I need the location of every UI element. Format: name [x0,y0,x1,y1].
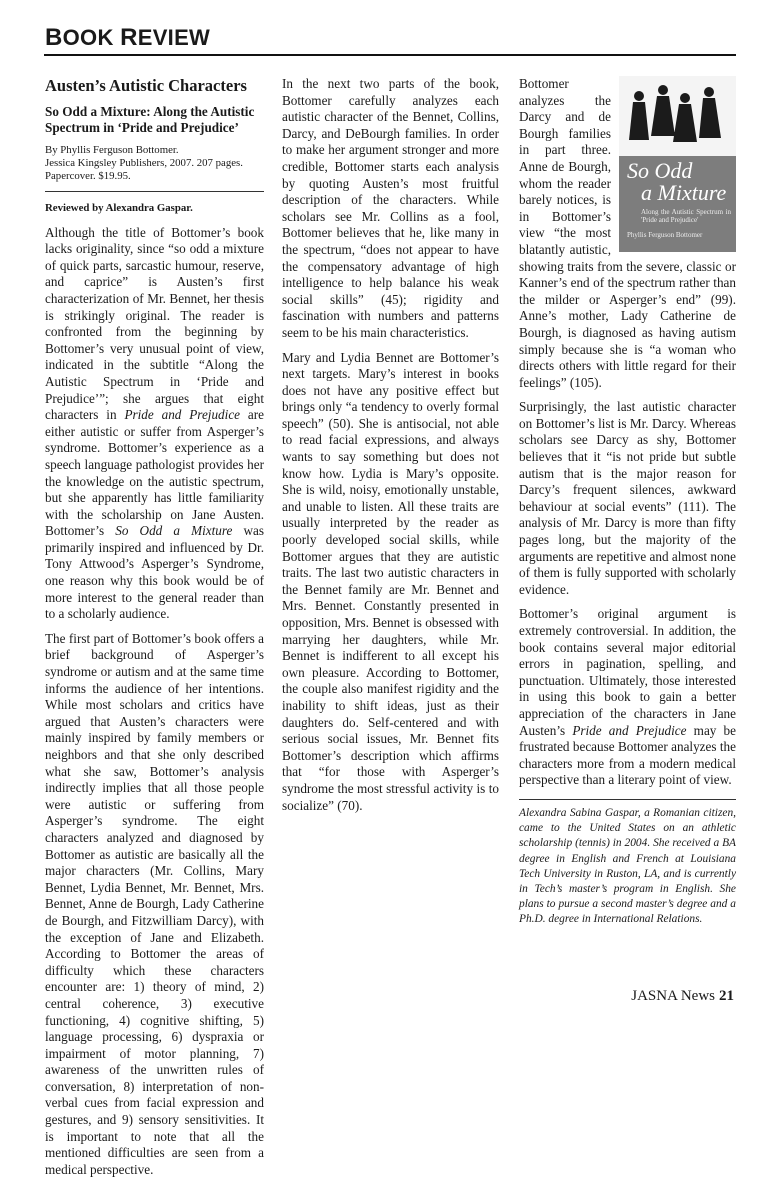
cover-illustration [619,76,736,156]
section-title [45,24,210,52]
p1b-text: are either autistic or suffer from Asperger’s syndrome. Bottomer’s experience as a speech language pathologist provides her the knowledge on the autistic spectrum, but she apparently has little familiarity with the scholarship on Jane Austen. Bottomer’s [45,407,264,539]
paragraph-1 [45,225,264,623]
meta-divider [45,191,264,192]
header-rule [44,54,736,56]
format-line: Papercover. $19.95. [45,170,131,182]
paragraph-6: Surprisingly, the last autistic character on Bottomer’s list is Mr. Darcy. Whereas scholars see Darcy as shy, Bottomer believes that it “is not pride but subtle autism that is the major reason for Darcy’s frequent silences, awkward behaviour at social events” (111). The analysis of Mr. Darcy is more than fifty pages long, but the majority of the arguments are repetitive and almost none of them is fully supported with scholarly evidence. [519,399,736,597]
cover-title-2: a Mixture [641,180,727,205]
column-2 [282,76,499,822]
paragraph-7 [519,606,736,789]
book-meta [45,144,264,183]
page-footer [631,988,734,1005]
section-title-rest2: EVIEW [137,25,211,50]
silhouette-figures-icon [619,76,736,156]
author-bio: Alexandra Sabina Gaspar, a Romanian citizen, came to the United States on an athletic scholarship (tennis) in 2004. She received a BA degree in English and French at Louisiana Tech University in Ruston, LA, and is currently in Tech’s master’s program in English. She plans to pursue a second master’s degree and a Ph.D. degree in International Relations. [519,806,736,926]
paragraph-3: In the next two parts of the book, Bottomer carefully analyzes each autistic character of the Bennet, Collins, Darcy, and DeBourgh families. In order to make her argument stronger and more credible, Bottomer starts each analysis by quoting Austen’s most fruitful description of the characters. While scholars see Mr. Collins as a fool, Bottomer believes that he, like many in the spectrum, “does not appear to have the compensatory advantage of high intelligence to help balance his weak social skills” (45); rigidity and fascination with numbers and patterns seem to be his main characteristics. [282,76,499,340]
bio-divider [519,799,736,800]
p1-italic-book: So Odd a Mixture [115,523,233,539]
page-number: 21 [719,988,734,1004]
publication-name: JASNA News [631,988,715,1004]
column-3 [519,76,736,928]
cover-author: Phyllis Ferguson Bottomer [627,231,703,239]
book-title: So Odd a Mixture: Along the Autistic Spectrum in ‘Pride and Prejudice’ [45,104,255,135]
section-title-rest1: OOK [62,25,121,50]
cover-title-1: So Odd [627,158,693,183]
section-title-cap1: B [45,24,63,51]
publisher-line: Jessica Kingsley Publishers, 2007. 207 pages. [45,157,243,169]
section-title-cap2: R [120,24,138,51]
cover-subtitle: Along the Autistic Spectrum in 'Pride and Prejudice' [641,208,731,224]
p1c-text: was primarily inspired and influenced by Dr. Tony Attwood’s Asperger’s Syndrome, one reason why this book would be of more interest to the general reader than to a scholarly audience. [45,523,264,622]
p1-italic-title: Pride and Prejudice [124,407,241,423]
p1-text: Although the title of Bottomer’s book lacks originality, since “so odd a mixture of quick parts, sarcastic humour, reserve, and caprice” is Austen’s first characterization of Mr. Bennet, her thesis is strikingly original. The reader is confronted from the beginning by Bottomer’s very unusual point of view, indicated in the subtitle “Along the Autistic Spectrum in ‘Pride and Prejudice’”; she argues that eight characters in [45,224,264,423]
book-cover-image [619,76,736,252]
review-title: Austen’s Autistic Characters [45,76,247,95]
p7a-text: Bottomer’s original argument is extremely controversial. In addition, the book contains several major editorial errors in pagination, spelling, and punctuation. Ultimately, those interested in using this book to gain a better appreciation of the characters in Jane Austen’s [519,606,736,738]
column-1 [45,76,264,1186]
p7-italic-title: Pride and Prejudice [572,722,687,738]
paragraph-2: The first part of Bottomer’s book offers a brief background of Asperger’s syndrome or autism and at the same time informs the audience of her intentions. While most scholars and critics have argued that Austen’s characters were mainly inspired by family members or neighbors and that she only described what she saw, Bottomer’s analysis indirectly implies that all those people were autistic or suffering from Asperger’s syndrome. The eight characters analyzed and diagnosed by Bottomer as autistic are basically all the major characters (Mr. Collins, Mary Bennet, Lydia Bennet, Mr. Bennet, Mrs. Bennet, Anne de Bourgh, Lady Catherine de Bourgh, and Fitzwilliam Darcy), with the exception of Jane and Elizabeth. According to Bottomer the areas of difficulty which these characters encounter are: 1) theory of mind, 2) central coherence, 3) executive functioning, 4) cognitive shifting, 5) language processing, 6) dyspraxia or impairment of motor planning, 7) awareness of the unwritten rules of conversation, 8) interpretation of non-verbal cues from facial expression and gestures, and 9) sensory sensitivities. It is important to note that all the mentioned difficulties are seen from a medical perspective. [45,630,264,1177]
p7b-text: may be frustrated because Bottomer analyzes the characters more from a modern medical perspective than a literary point of view. [519,722,736,788]
paragraph-5: Bottomer analyzes the Darcy and de Bourgh families in part three. Anne de Bourgh, whom the reader barely notices, is in Bottomer’s view “the most blatantly autistic, showing traits from the severe, classic or Kanner’s end of the spectrum rather than the milder or Asperger’s end” (99). Anne’s mother, Lady Catherine de Bourgh, is diagnosed as having autism simply because she is “a woman who directs others with little regard for their feelings” (105). [519,76,736,390]
reviewer-line: Reviewed by Alexandra Gaspar. [45,202,193,214]
paragraph-4: Mary and Lydia Bennet are Bottomer’s next targets. Mary’s interest in books does not have any positive effect but brings only “a tendency to overly formal speech” (50). She is antisocial, not able to read facial expressions, and always wants to say something but does not know how. Lydia is Mary’s opposite. She is wild, noisy, emotionally unstable, and unable to listen. All these traits are usually interpreted by the reader as poorly developed social skills, while Bottomer argues that they are autistic traits. The last two autistic characters in the Bennet family are Mr. Bennet and Mrs. Bennet. Constantly presented in opposition, Mrs. Bennet is obsessed with marrying her daughters, while Mr. Bennet is indifferent to all except his own pleasure. According to Bottomer, the couple also manifest rigidity and the inability to shift ideas, just as their daughters do. Self-centered and with serious social issues, Mr. Bennet fits Bottomer’s description which affirms that “for those with Asperger’s syndrome the most stressful activity is to socialize” (70). [282,349,499,813]
author-line: By Phyllis Ferguson Bottomer. [45,144,179,156]
